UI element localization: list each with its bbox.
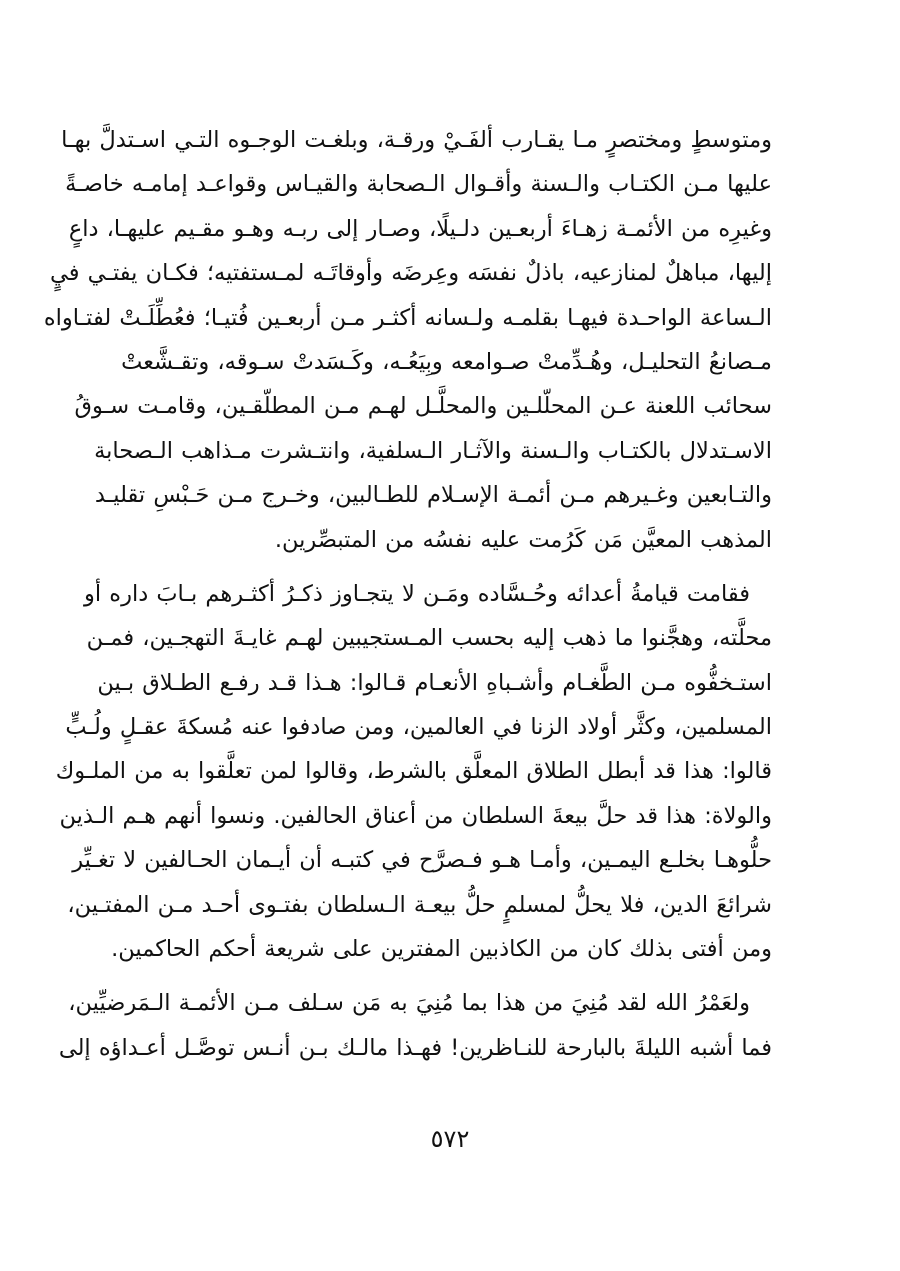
text-line: الـساعة الواحـدة فيهـا بقلمـه ولـسانه أكثـر مـن أربعـين فُتيـا؛ فعُطِّلَـتْ لفتـاواه — [43, 304, 772, 331]
text-line: فقامت قيامةُ أعدائه وحُـسَّاده ومَـن لا يتجـاوز ذكـرُ أكثـرهم بـابَ داره أو — [84, 580, 750, 607]
paragraph-2 — [55, 572, 772, 972]
text-line: مـصانعُ التحليـل، وهُـدِّمتْ صـوامعه وبِيَعُـه، وكَـسَدتْ سـوقه، وتقـشَّعتْ — [121, 348, 772, 375]
text-line: ومتوسطٍ ومختصرٍ مـا يقـارب ألفَـيْ ورقـة، وبلغـت الوجـوه التـي اسـتدلَّ بهـا — [61, 127, 772, 153]
paragraph-3 — [58, 981, 772, 1070]
text-line: ومن أفتى بذلك كان من الكاذبين المفترين على شريعة أحكم الحاكمين. — [111, 936, 772, 963]
text-line: إليها، مباهلٌ لمنازعيه، باذلٌ نفسَه وعِرضَه وأوقاتَـه لمـستفتيه؛ فكـان يفتـي فيٍ — [49, 260, 772, 287]
text-line: المسلمين، وكثَّر أولاد الزنا في العالمين، ومن صادفوا عنه مُسكةَ عقـلٍ ولُـبٍّ — [65, 714, 772, 741]
body-text — [43, 118, 772, 1070]
text-line: والتـابعين وغـيرهم مـن أئمـة الإسـلام للطـالبين، وخـرج مـن حَـبْسِ تقليـد — [94, 482, 772, 509]
text-line: والولاة: هذا قد حلَّ بيعةَ السلطان من أعناق الحالفين. ونسوا أنهم هـم الـذين — [59, 802, 772, 829]
text-line: شرائعَ الدين، فلا يحلُّ لمسلمٍ حلُّ بيعـة الـسلطان بفتـوى أحـد مـن المفتـين، — [67, 891, 772, 918]
text-line: محلَّته، وهجَّنوا ما ذهب إليه بحسب المـستجيبين لهـم غايـةَ التهجـين، فمـن — [86, 625, 772, 652]
text-line: وغيرِه من الأئمـة زهـاءَ أربعـين دلـيلًا، وصـار إلى ربـه وهـو مقـيم عليهـا، داعٍ — [68, 215, 772, 242]
text-line: المذهب المعيَّن مَن كَرُمت عليه نفسُه من المتبصِّرين. — [274, 526, 772, 553]
text-line: سحائب اللعنة عـن المحلّلـين والمحلَّـل لهـم مـن المطلّقـين، وقامـت سـوقُ — [74, 393, 772, 420]
text-line: قالوا: هذا قد أبطل الطلاق المعلَّق بالشرط، وقالوا لمن تعلَّقوا به من الملـوك — [55, 758, 772, 785]
text-line: عليها مـن الكتـاب والـسنة وأقـوال الـصحابة والقيـاس وقواعـد إمامـه خاصـةً — [65, 171, 772, 198]
text-line: استـخفُّوه مـن الطَّغـام وأشـباهِ الأنعـام قـالوا: هـذا قـد رفـع الطـلاق بـين — [97, 669, 772, 696]
text-line: ولعَمْرُ الله لقد مُنِيَ من هذا بما مُنِيَ به مَن سـلف مـن الأئمـة الـمَرضيِّين، — [68, 990, 750, 1017]
text-line: فما أشبه الليلةَ بالبارحة للنـاظرين! فهـذا مالـك بـن أنـس توصَّـل أعـداؤه إلى — [58, 1034, 772, 1061]
text-line: الاسـتدلال بالكتـاب والـسنة والآثـار الـسلفية، وانتـشرت مـذاهب الـصحابة — [94, 437, 772, 464]
text-line: حلُّوهـا بخلـع اليمـين، وأمـا هـو فـصرَّح في كتبـه أن أيـمان الحـالفين لا تغـيِّر — [72, 847, 772, 874]
paragraph-1 — [43, 118, 772, 562]
page-number: ٥٧٢ — [430, 1125, 470, 1153]
